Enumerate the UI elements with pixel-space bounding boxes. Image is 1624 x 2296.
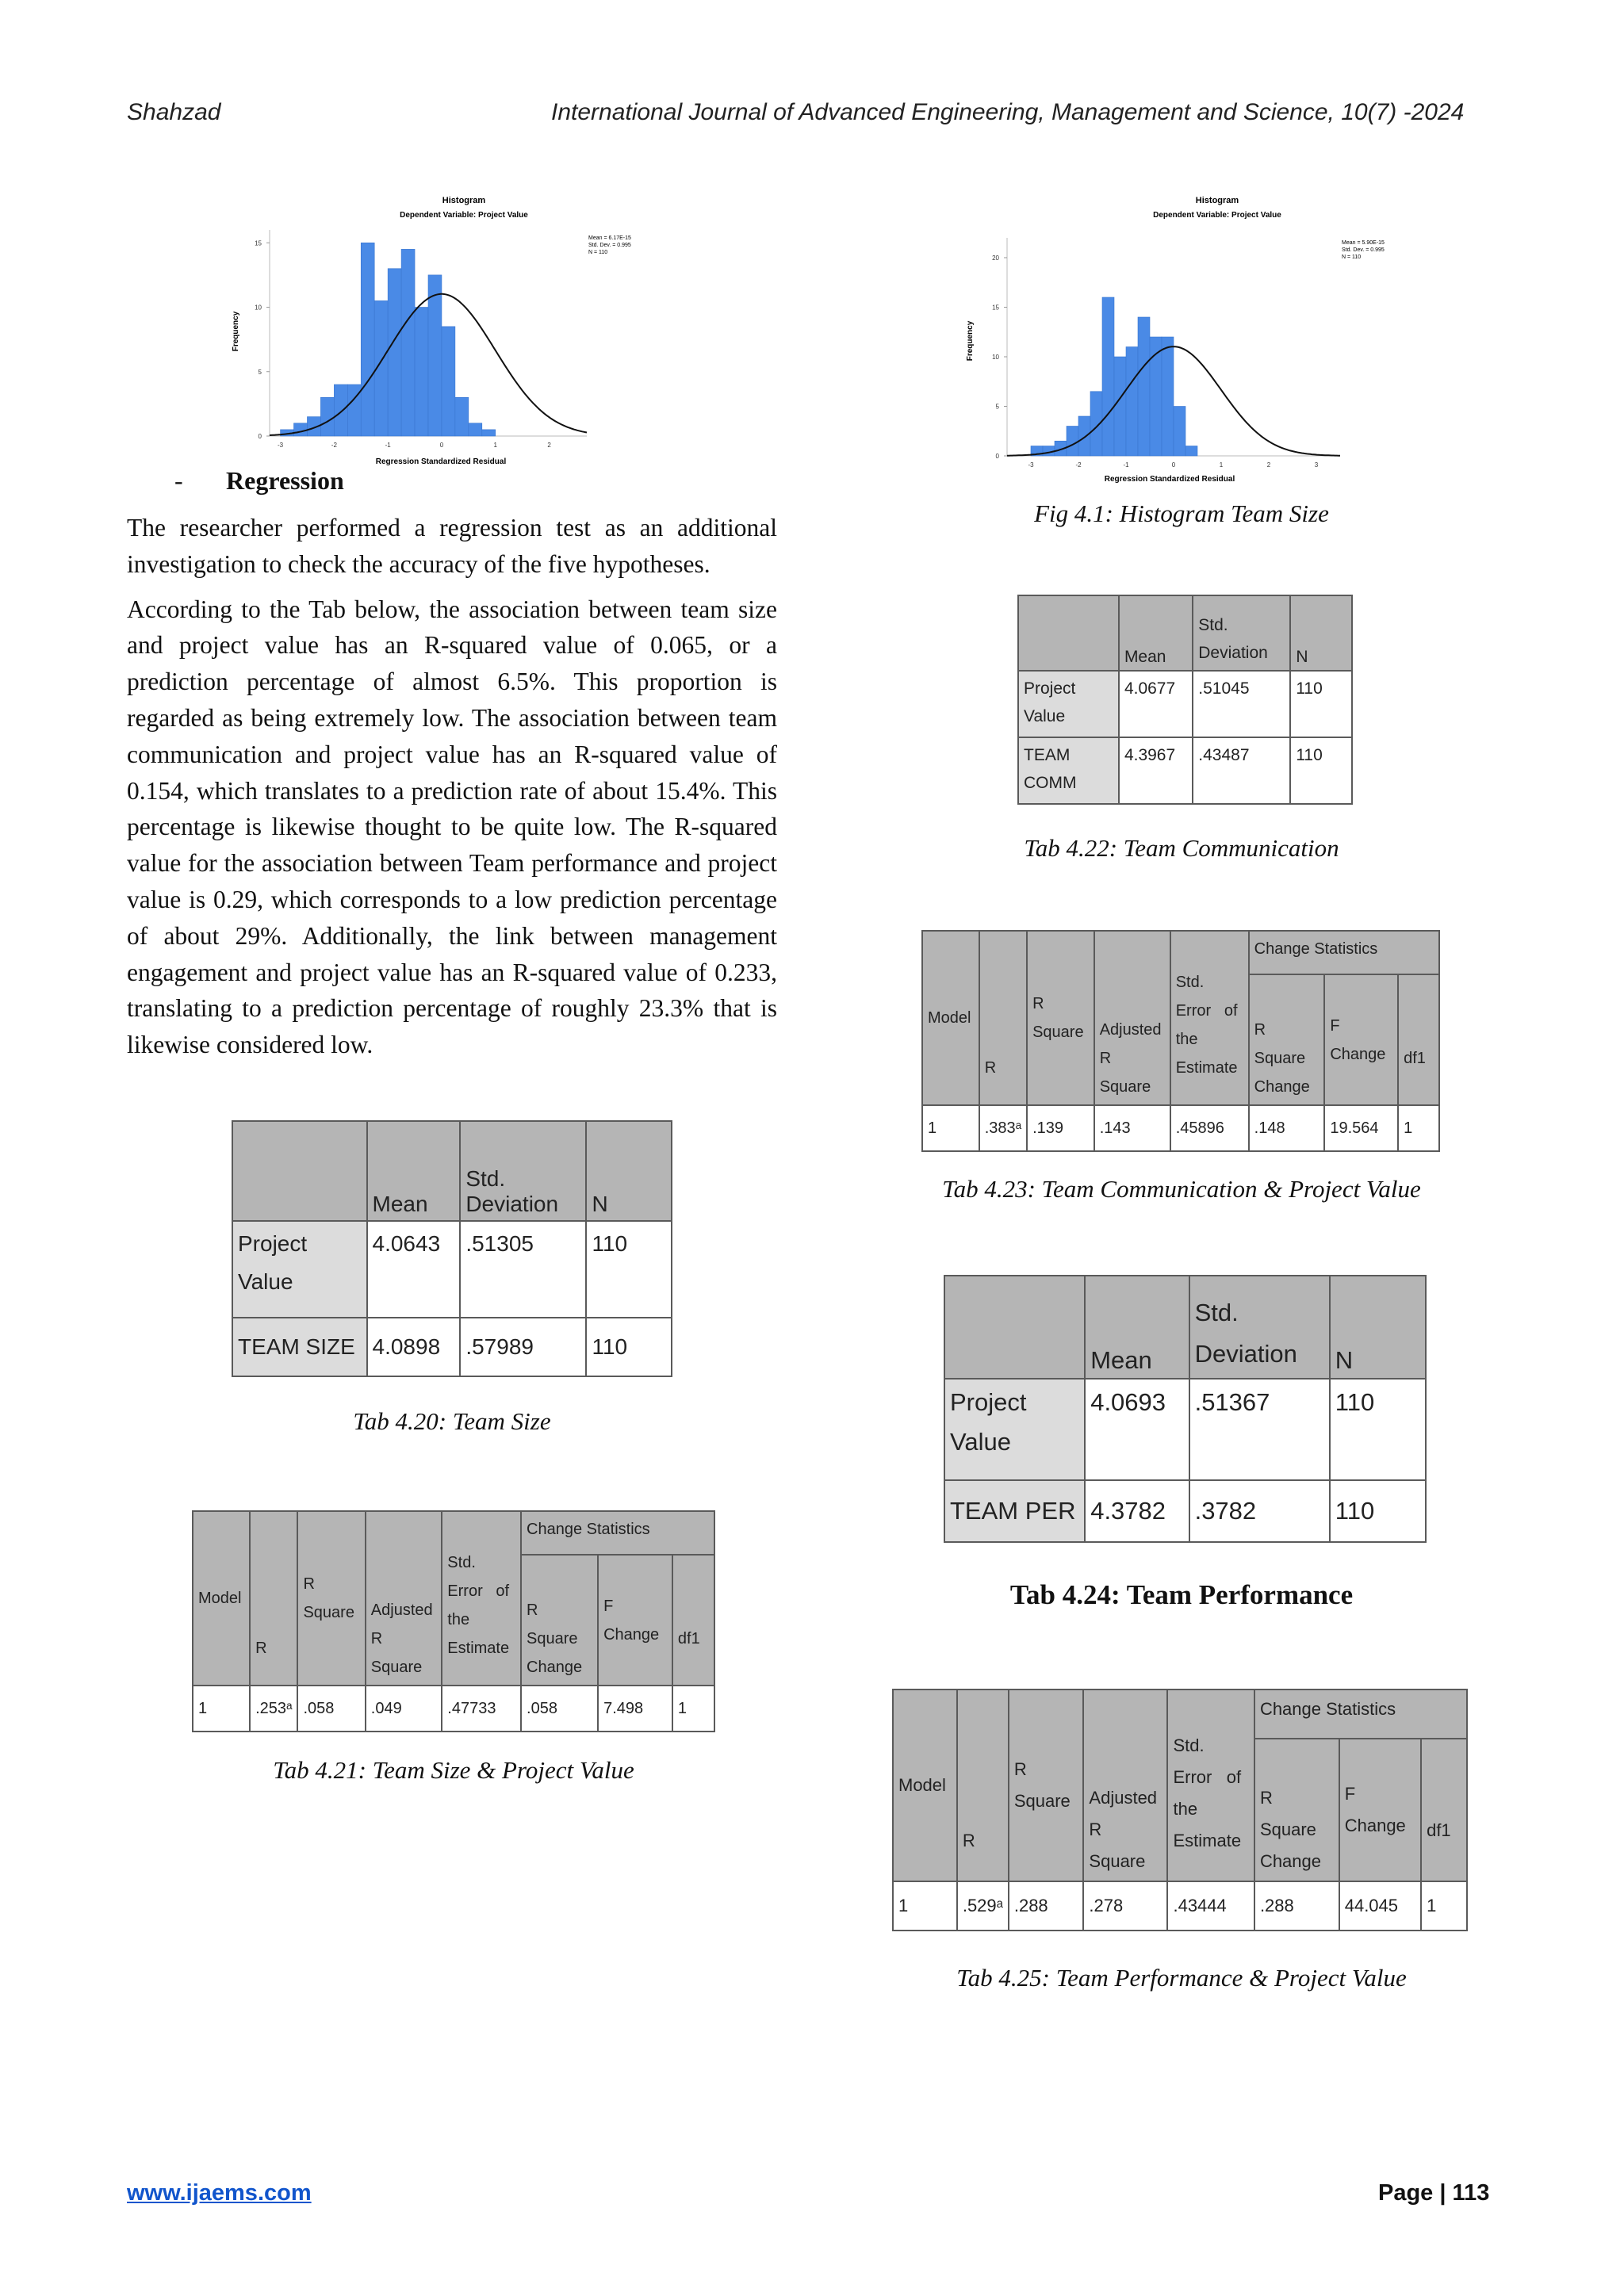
row-label: Project Value xyxy=(944,1379,1085,1480)
x-tick-label: 0 xyxy=(439,442,444,449)
col-header-r: R xyxy=(957,1689,1009,1881)
cell-mean: 4.3782 xyxy=(1085,1480,1189,1542)
histogram-legend-line: Mean = 5.90E-15 xyxy=(1342,240,1385,246)
histogram-bar xyxy=(1078,416,1090,456)
cell-mean: 4.0677 xyxy=(1119,671,1193,737)
col-header-std-error: Std. Error of the Estimate xyxy=(1167,1689,1254,1881)
cell-df1: 1 xyxy=(1421,1881,1467,1931)
col-header-r-square-change: R Square Change xyxy=(1249,974,1325,1105)
cell-f-change: 19.564 xyxy=(1324,1105,1398,1151)
y-tick-label: 0 xyxy=(258,433,262,440)
histogram-bar xyxy=(361,243,374,436)
row-label: TEAM PER xyxy=(944,1480,1085,1542)
histogram-bar xyxy=(1174,407,1185,457)
histogram-bar xyxy=(388,269,401,436)
y-tick-label: 15 xyxy=(255,239,262,247)
cell-r-square: .058 xyxy=(297,1686,365,1732)
cell-std-error: .45896 xyxy=(1170,1105,1249,1151)
col-header-adj-r-square: Adjusted R Square xyxy=(1083,1689,1167,1881)
col-header-r-square: R Square xyxy=(1009,1689,1084,1881)
x-tick-label: -3 xyxy=(277,442,284,449)
running-head-author: Shahzad xyxy=(127,99,221,125)
cell-sd: .43487 xyxy=(1193,737,1290,804)
x-tick-label: -1 xyxy=(385,442,391,449)
col-header-f-change: F Change xyxy=(1339,1739,1421,1881)
y-tick-label: 5 xyxy=(258,368,262,376)
cell-mean: 4.3967 xyxy=(1119,737,1193,804)
x-tick-label: 1 xyxy=(1219,461,1224,469)
histogram-title: Histogram xyxy=(1195,196,1239,205)
histogram-legend-line: N = 110 xyxy=(1342,254,1362,260)
x-tick-label: -1 xyxy=(1123,461,1129,469)
histogram-bar xyxy=(1067,427,1078,457)
histogram-bar xyxy=(320,397,334,436)
col-header-n: N xyxy=(1330,1276,1426,1379)
journal-website-link[interactable]: www.ijaems.com xyxy=(127,2180,312,2206)
section-dash: - xyxy=(174,466,183,495)
table-team-size-descriptives xyxy=(232,1120,672,1377)
table-team-comm-model-summary xyxy=(921,930,1440,1152)
col-header-mean: Mean xyxy=(367,1121,461,1221)
cell-std-error: .47733 xyxy=(442,1686,521,1732)
histogram-y-axis-label: Frequency xyxy=(232,311,240,352)
col-header-adj-r-square: Adjusted R Square xyxy=(366,1511,442,1686)
table-team-size-model-summary xyxy=(192,1510,715,1732)
caption-tab-4-25: Tab 4.25: Team Performance & Project Value xyxy=(956,1964,1407,1992)
cell-r: .529ᵃ xyxy=(957,1881,1009,1931)
section-heading: Regression xyxy=(226,466,344,495)
col-header-n: N xyxy=(586,1121,672,1221)
cell-f-change: 7.498 xyxy=(598,1686,672,1732)
histogram-bar xyxy=(401,249,415,436)
histogram-bar xyxy=(1126,347,1138,457)
col-header-df1: df1 xyxy=(1398,974,1439,1105)
cell-mean: 4.0898 xyxy=(367,1318,461,1376)
col-header-model: Model xyxy=(893,1689,957,1881)
histogram-figure-left xyxy=(222,190,650,468)
paragraph: The researcher performed a regression test as an additional investigation to check the accuracy of the five hypotheses. xyxy=(127,514,777,578)
col-header-df1: df1 xyxy=(1421,1739,1467,1881)
histogram-legend-line: Mean = 6.17E-15 xyxy=(588,235,631,241)
col-header-f-change: F Change xyxy=(598,1555,672,1686)
histogram-bar xyxy=(334,385,347,436)
y-tick-label: 10 xyxy=(992,354,999,361)
cell-model: 1 xyxy=(893,1881,957,1931)
cell-n: 110 xyxy=(1290,737,1352,804)
cell-sd: .51045 xyxy=(1193,671,1290,737)
cell-std-error: .43444 xyxy=(1167,1881,1254,1931)
col-header-mean: Mean xyxy=(1085,1276,1189,1379)
cell-sd: .3782 xyxy=(1189,1480,1330,1542)
cell-n: 110 xyxy=(586,1221,672,1318)
paragraph: According to the Tab below, the association between team size and project value has an R-squared value of 0.065, or a prediction percentage of almost 6.5%. This proportion is regarded as being extremely low. The association between team communication and project value has an R-squared value of 0.154, which translates to a prediction rate of about 15.4%. This percentage is likewise thought to be quite low. The R-squared value for the association between Team performance and project value is 0.29, which corresponds to a low prediction percentage of about 29%. Additionally, the link between management engagement and project value has an R-squared value of 0.233, translating to a prediction percentage of roughly 23.3% that is likewise considered low. xyxy=(127,595,777,1059)
x-tick-label: 2 xyxy=(1266,461,1271,469)
cell-df1: 1 xyxy=(672,1686,714,1732)
cell-sd: .51367 xyxy=(1189,1379,1330,1480)
histogram-y-axis-label: Frequency xyxy=(966,320,975,362)
caption-fig-4-1: Fig 4.1: Histogram Team Size xyxy=(1034,499,1329,527)
cell-model: 1 xyxy=(193,1686,250,1732)
col-header-model: Model xyxy=(922,931,979,1105)
cell-adj-r-square: .049 xyxy=(366,1686,442,1732)
y-tick-label: 5 xyxy=(995,403,999,411)
cell-r-square-change: .288 xyxy=(1254,1881,1339,1931)
histogram-bar xyxy=(1114,357,1126,456)
y-tick-label: 15 xyxy=(992,304,999,312)
histogram-legend-line: Std. Dev. = 0.995 xyxy=(588,243,631,248)
histogram-figure-right xyxy=(944,190,1385,488)
cell-n: 110 xyxy=(1330,1480,1426,1542)
histogram-bar xyxy=(415,308,428,437)
cell-adj-r-square: .278 xyxy=(1083,1881,1167,1931)
histogram-title: Histogram xyxy=(442,196,486,205)
col-header-adj-r-square: Adjusted R Square xyxy=(1094,931,1170,1105)
cell-r-square-change: .148 xyxy=(1249,1105,1325,1151)
col-header-mean: Mean xyxy=(1119,595,1193,671)
row-label: TEAM SIZE xyxy=(232,1318,367,1376)
cell-n: 110 xyxy=(1330,1379,1426,1480)
page-number: Page | 113 xyxy=(1378,2180,1490,2206)
cell-r: .383ᵃ xyxy=(979,1105,1027,1151)
histogram-bar xyxy=(482,430,496,436)
histogram-bar xyxy=(442,327,455,436)
histogram-subtitle: Dependent Variable: Project Value xyxy=(400,211,528,220)
cell-df1: 1 xyxy=(1398,1105,1439,1151)
col-header-r: R xyxy=(250,1511,297,1686)
table-team-perf-model-summary xyxy=(892,1689,1468,1931)
caption-tab-4-23: Tab 4.23: Team Communication & Project Value xyxy=(942,1175,1421,1203)
x-tick-label: -2 xyxy=(1075,461,1082,469)
col-header-r: R xyxy=(979,931,1027,1105)
table-team-perf-descriptives xyxy=(944,1275,1427,1543)
cell-r-square: .288 xyxy=(1009,1881,1084,1931)
col-header-r-square: R Square xyxy=(297,1511,365,1686)
histogram-bar xyxy=(294,423,308,436)
y-tick-label: 20 xyxy=(992,254,999,262)
x-tick-label: -3 xyxy=(1028,461,1034,469)
body-text xyxy=(127,510,777,1072)
cell-model: 1 xyxy=(922,1105,979,1151)
col-header-n: N xyxy=(1290,595,1352,671)
cell-f-change: 44.045 xyxy=(1339,1881,1421,1931)
col-header-r-square-change: R Square Change xyxy=(1254,1739,1339,1881)
y-tick-label: 0 xyxy=(995,453,999,460)
histogram-x-axis-label: Regression Standardized Residual xyxy=(1104,475,1235,484)
running-head-journal: International Journal of Advanced Engineering, Management and Science, 10(7) -2024 xyxy=(551,99,1465,125)
x-tick-label: 0 xyxy=(1171,461,1176,469)
cell-mean: 4.0643 xyxy=(367,1221,461,1318)
caption-tab-4-21: Tab 4.21: Team Size & Project Value xyxy=(273,1756,634,1784)
histogram-bar xyxy=(1162,337,1174,456)
y-tick-label: 10 xyxy=(255,304,262,312)
cell-adj-r-square: .143 xyxy=(1094,1105,1170,1151)
caption-tab-4-24: Tab 4.24: Team Performance xyxy=(1009,1579,1354,1610)
col-header-f-change: F Change xyxy=(1324,974,1398,1105)
histogram-bar xyxy=(1185,446,1197,457)
col-header-r-square: R Square xyxy=(1027,931,1094,1105)
cell-n: 110 xyxy=(586,1318,672,1376)
histogram-legend-line: N = 110 xyxy=(588,250,608,255)
histogram-bar xyxy=(455,397,469,436)
cell-sd: .57989 xyxy=(460,1318,586,1376)
x-tick-label: 3 xyxy=(1314,461,1319,469)
row-label: Project Value xyxy=(232,1221,367,1318)
cell-r-square: .139 xyxy=(1027,1105,1094,1151)
cell-r-square-change: .058 xyxy=(521,1686,598,1732)
cell-mean: 4.0693 xyxy=(1085,1379,1189,1480)
histogram-legend-line: Std. Dev. = 0.995 xyxy=(1342,247,1385,253)
caption-tab-4-20: Tab 4.20: Team Size xyxy=(353,1407,551,1435)
caption-tab-4-22: Tab 4.22: Team Communication xyxy=(1024,834,1339,862)
x-tick-label: 2 xyxy=(547,442,551,449)
col-header-change-statistics: Change Statistics xyxy=(1254,1689,1467,1739)
row-label: Project Value xyxy=(1018,671,1119,737)
x-tick-label: 1 xyxy=(493,442,497,449)
col-header-model: Model xyxy=(193,1511,250,1686)
row-label: TEAM COMM xyxy=(1018,737,1119,804)
col-header-r-square-change: R Square Change xyxy=(521,1555,598,1686)
histogram-subtitle: Dependent Variable: Project Value xyxy=(1153,211,1281,220)
histogram-bar xyxy=(469,423,482,436)
x-tick-label: -2 xyxy=(331,442,337,449)
col-header-std: Std. Deviation xyxy=(1189,1276,1330,1379)
histogram-bar xyxy=(1102,297,1114,456)
col-header-std: Std. Deviation xyxy=(1193,595,1290,671)
histogram-x-axis-label: Regression Standardized Residual xyxy=(375,457,507,466)
col-header-change-statistics: Change Statistics xyxy=(1249,931,1439,974)
col-header-change-statistics: Change Statistics xyxy=(521,1511,714,1555)
cell-sd: .51305 xyxy=(460,1221,586,1318)
table-team-comm-descriptives xyxy=(1017,595,1353,805)
col-header-std: Std. Deviation xyxy=(460,1121,586,1221)
cell-r: .253ᵃ xyxy=(250,1686,297,1732)
histogram-bar xyxy=(1138,317,1150,456)
col-header-df1: df1 xyxy=(672,1555,714,1686)
histogram-bar xyxy=(428,275,442,436)
col-header-std-error: Std. Error of the Estimate xyxy=(1170,931,1249,1105)
cell-n: 110 xyxy=(1290,671,1352,737)
col-header-std-error: Std. Error of the Estimate xyxy=(442,1511,521,1686)
